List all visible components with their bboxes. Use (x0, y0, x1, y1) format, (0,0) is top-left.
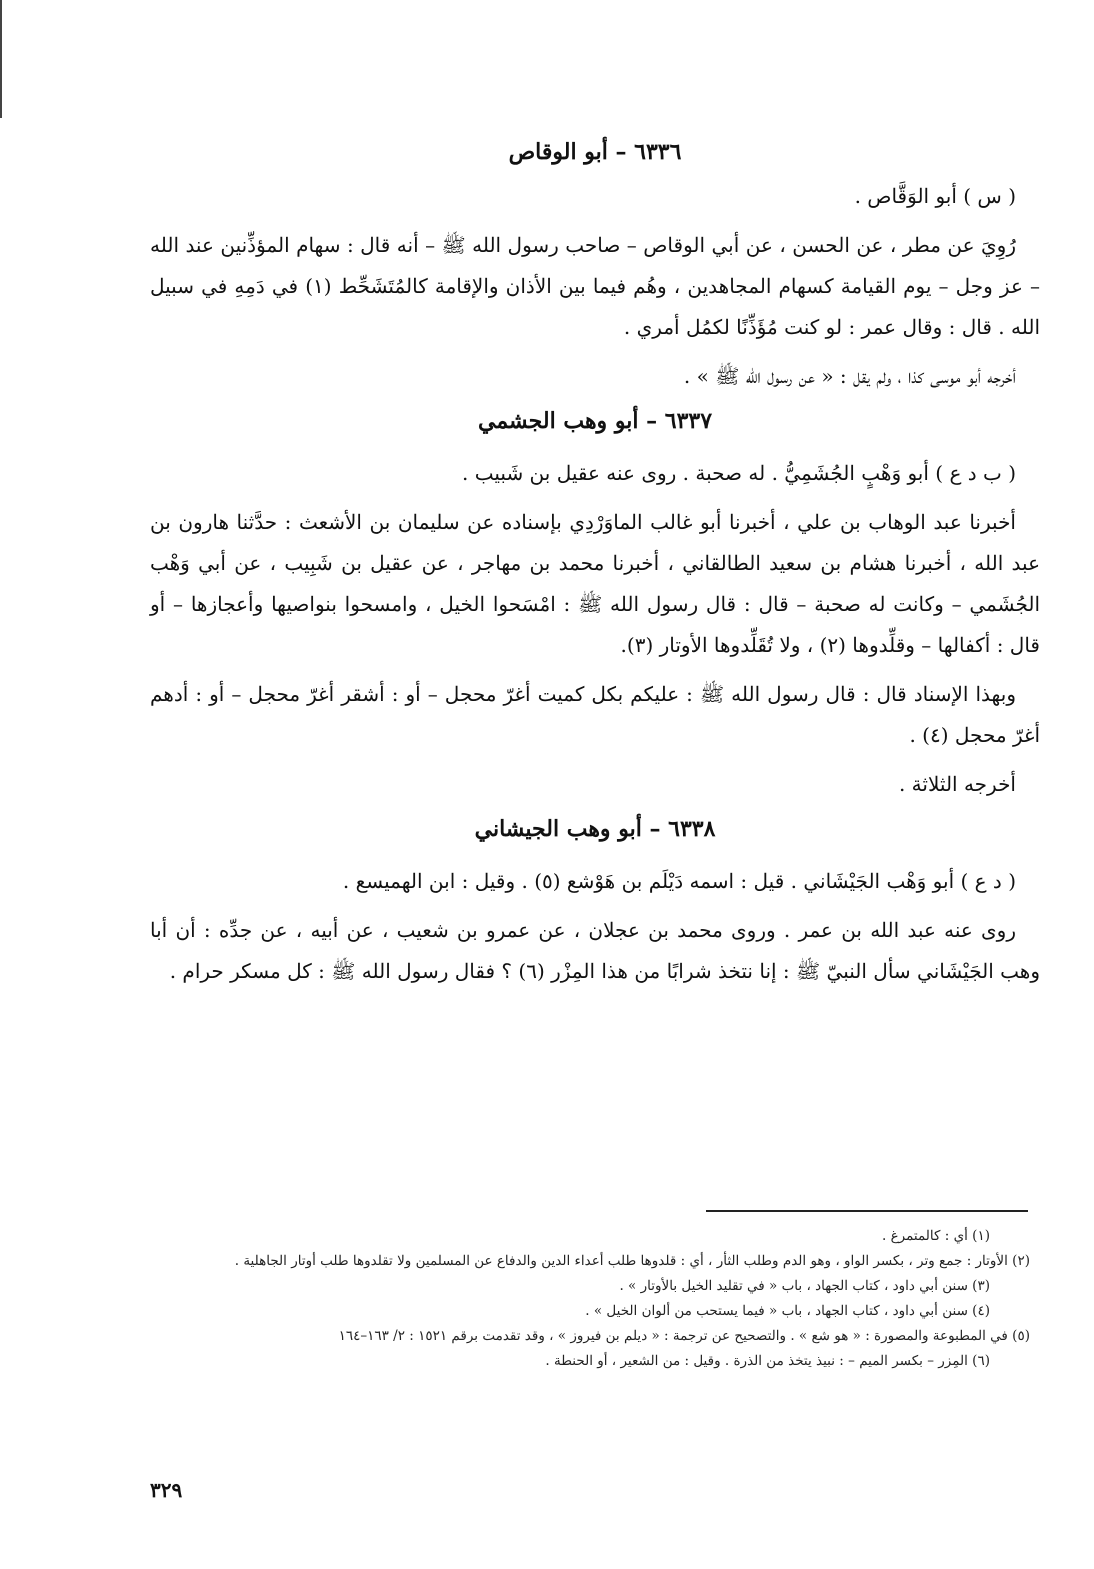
entry-paragraph: روى عنه عبد الله بن عمر . وروى محمد بن عجلان ، عن عمرو بن شعيب ، عن أبيه ، عن جدِّه : أن أبا وهب الجَيْشَاني سأل النبيّ ﷺ : إنا نتخذ شرابًا من هذا المِزْر (٦) ؟ فقال رسول الله ﷺ : كل مسكر حرام . (150, 918, 1040, 983)
scan-margin-line (0, 0, 2, 118)
entry-paragraph: رُوِيَ عن مطر ، عن الحسن ، عن أبي الوقاص – صاحب رسول الله ﷺ – أنه قال : سهام المؤذِّنين عند الله – عز وجل – يوم القيامة كسهام المجاهدين ، وهُم فيما بين الأذان والإقامة كالمُتَشَحِّط (١) في دَمِهِ في سبيل الله . قال : وقال عمر : لو كنت مُؤَذِّنًا لكمُل أمري . (150, 233, 1040, 339)
footnote: (٦) المِزر – بكسر الميم – : نبيذ يتخذ من الذرة . وقيل : من الشعير ، أو الحنطة . (545, 1353, 990, 1369)
main-text (150, 128, 1040, 992)
entry-paragraph: ( س ) أبو الوَقَّاص . (854, 184, 1016, 208)
footnote: (٣) سنن أبي داود ، كتاب الجهاد ، باب « في تقليد الخيل بالأوتار » . (619, 1278, 990, 1294)
entry-paragraph: أخرجه الثلاثة . (898, 772, 1016, 796)
footnote-separator (706, 1210, 1028, 1212)
page-number: ٣٢٩ (150, 1478, 183, 1502)
entry-paragraph: أخرجه أبو موسى كذا ، ولم يقل : « عن رسول الله ﷺ » . (683, 364, 1016, 388)
footnote: (٥) في المطبوعة والمصورة : « هو شع » . والتصحيح عن ترجمة : « ديلم بن فيروز » ، وقد تقدمت برقم ١٥٢١ : ٢/ ١٦٣–١٦٤ (338, 1328, 1030, 1344)
footnote: (١) أي : كالمتمرغ . (882, 1228, 990, 1244)
entry-paragraph: ( ب د ع ) أبو وَهْبٍ الجُشَمِيُّ . له صحبة . روى عنه عقيل بن شَبيب . (462, 461, 1016, 485)
entry-title: ٦٣٣٨ – أبو وهب الجيشاني (474, 816, 716, 842)
entry-paragraph: أخبرنا عبد الوهاب بن علي ، أخبرنا أبو غالب الماوَرْدِي بإسناده عن سليمان بن الأشعث : حدَّثنا هارون بن عبد الله ، أخبرنا هشام بن سعيد الطالقاني ، أخبرنا محمد بن مهاجر ، عن عقيل بن شَبِيب ، عن أبي وَهْب الجُشَمي – وكانت له صحبة – قال : قال رسول الله ﷺ : امْسَحوا الخيل ، وامسحوا بنواصيها وأعجازها – أو قال : أكفالها – وقلِّدوها (٢) ، ولا تُقَلِّدوها الأوتار (٣). (150, 510, 1040, 657)
entry-paragraph: ( د ع ) أبو وَهْب الجَيْشَاني . قيل : اسمه دَيْلَم بن هَوْشع (٥) . وقيل : ابن الهميسع . (342, 869, 1016, 893)
entry-title: ٦٣٣٦ – أبو الوقاص (508, 139, 682, 165)
entry-title: ٦٣٣٧ – أبو وهب الجشمي (477, 408, 713, 434)
footnotes (140, 1224, 1030, 1374)
footnote: (٢) الأوتار : جمع وتر ، بكسر الواو ، وهو الدم وطلب الثأر ، أي : قلدوها طلب أعداء الدين والدفاع عن المسلمين ولا تقلدوها طلب أوتار الجاهلية . (234, 1253, 1030, 1269)
entry-paragraph: وبهذا الإسناد قال : قال رسول الله ﷺ : عليكم بكل كميت أغرّ محجل – أو : أشقر أغرّ محجل – أو : أدهم أغرّ محجل (٤) . (150, 682, 1040, 747)
footnote: (٤) سنن أبي داود ، كتاب الجهاد ، باب « فيما يستحب من ألوان الخيل » . (585, 1303, 990, 1319)
